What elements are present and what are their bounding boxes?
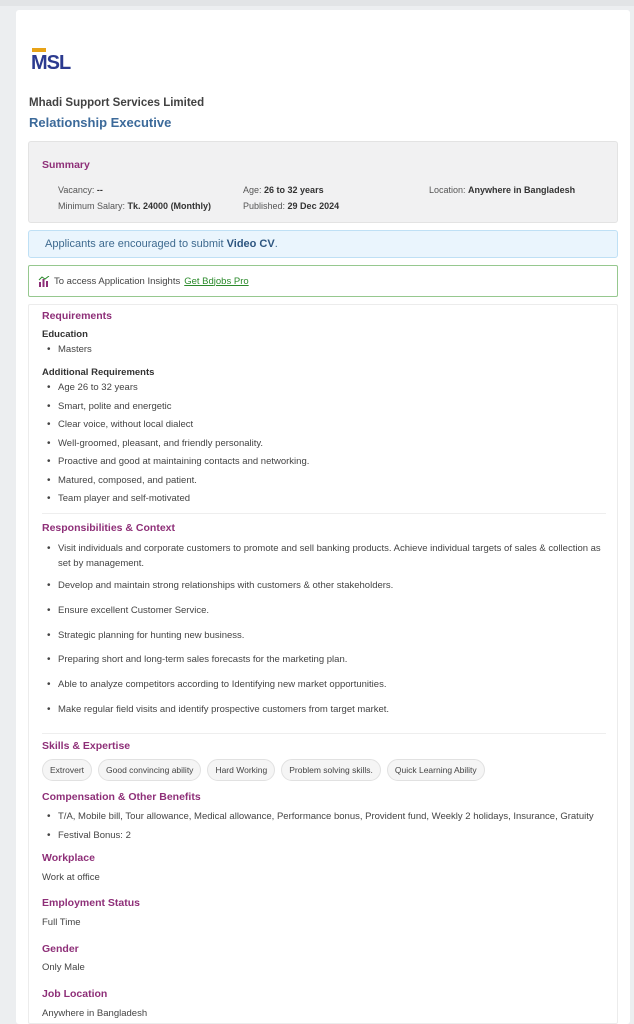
list-item: • Well-groomed, pleasant, and friendly personality. — [44, 438, 309, 450]
list-item: • Ensure excellent Customer Service. — [44, 605, 606, 617]
list-item: • Visit individuals and corporate customers to promote and sell banking products. Achieve individual targets of sales & collection as set by management. — [44, 541, 606, 571]
list-item: • Masters — [44, 344, 92, 356]
requirements-title: Requirements — [42, 310, 113, 322]
additional-requirements-title: Additional Requirements — [42, 367, 155, 378]
top-bar — [0, 0, 634, 6]
job-title: Relationship Executive — [29, 115, 172, 130]
list-item: • Age 26 to 32 years — [44, 382, 309, 394]
education-title: Education — [42, 329, 88, 340]
skills-list — [42, 759, 485, 781]
workplace-value: Work at office — [42, 872, 100, 883]
summary-panel — [28, 141, 618, 223]
minimum-salary: Minimum Salary: Tk. 24000 (Monthly) — [58, 201, 212, 211]
gender-title: Gender — [42, 943, 79, 955]
chart-icon — [38, 276, 50, 287]
divider — [42, 513, 606, 514]
list-item: • Strategic planning for hunting new business. — [44, 630, 606, 642]
divider — [42, 733, 606, 734]
video-cv-notice: Applicants are encouraged to submit Video CV. — [28, 230, 618, 258]
svg-text:MSL: MSL — [31, 52, 71, 72]
published-date: Published: 29 Dec 2024 — [243, 201, 340, 211]
get-bdjobs-pro-link[interactable]: Get Bdjobs Pro — [184, 275, 249, 287]
compensation-title: Compensation & Other Benefits — [42, 791, 201, 803]
skill-chip: Good convincing ability — [98, 759, 201, 781]
responsibilities-list — [44, 541, 606, 716]
company-name: Mhadi Support Services Limited — [29, 97, 205, 109]
additional-requirements-list — [44, 382, 309, 505]
location: Location: Anywhere in Bangladesh — [429, 185, 576, 195]
list-item: • Preparing short and long-term sales forecasts for the marketing plan. — [44, 654, 606, 666]
job-location-title: Job Location — [42, 988, 108, 1000]
gender-value: Only Male — [42, 962, 85, 973]
list-item: • Festival Bonus: 2 — [44, 830, 606, 842]
list-item: • Proactive and good at maintaining contacts and networking. — [44, 456, 309, 468]
vacancy: Vacancy: -- — [58, 185, 103, 195]
skill-chip: Quick Learning Ability — [387, 759, 485, 781]
employment-status-value: Full Time — [42, 917, 81, 928]
job-details — [28, 304, 618, 1024]
skills-title: Skills & Expertise — [42, 740, 131, 752]
company-logo — [30, 46, 94, 72]
employment-status-title: Employment Status — [42, 897, 141, 909]
list-item: • Matured, composed, and patient. — [44, 475, 309, 487]
list-item: • Clear voice, without local dialect — [44, 419, 309, 431]
age: Age: 26 to 32 years — [243, 185, 324, 195]
skill-chip: Extrovert — [42, 759, 92, 781]
application-insights-banner: To access Application Insights Get Bdjobs Pro — [28, 265, 618, 297]
compensation-list — [44, 811, 606, 842]
list-item: • T/A, Mobile bill, Tour allowance, Medical allowance, Performance bonus, Provident fund, Weekly 2 holidays, Insurance, Gratuity — [44, 811, 606, 823]
workplace-title: Workplace — [42, 852, 95, 864]
list-item: • Smart, polite and energetic — [44, 401, 309, 413]
summary-title: Summary — [42, 159, 90, 171]
list-item: • Team player and self-motivated — [44, 493, 309, 505]
skill-chip: Problem solving skills. — [281, 759, 381, 781]
skill-chip: Hard Working — [207, 759, 275, 781]
list-item: • Develop and maintain strong relationships with customers & other stakeholders. — [44, 580, 606, 592]
list-item: • Make regular field visits and identify prospective customers from target market. — [44, 704, 606, 716]
job-location-value: Anywhere in Bangladesh — [42, 1008, 148, 1019]
job-card — [16, 10, 630, 1024]
responsibilities-title: Responsibilities & Context — [42, 522, 176, 534]
education-list — [44, 344, 92, 356]
list-item: • Able to analyze competitors according to Identifying new market opportunities. — [44, 679, 606, 691]
